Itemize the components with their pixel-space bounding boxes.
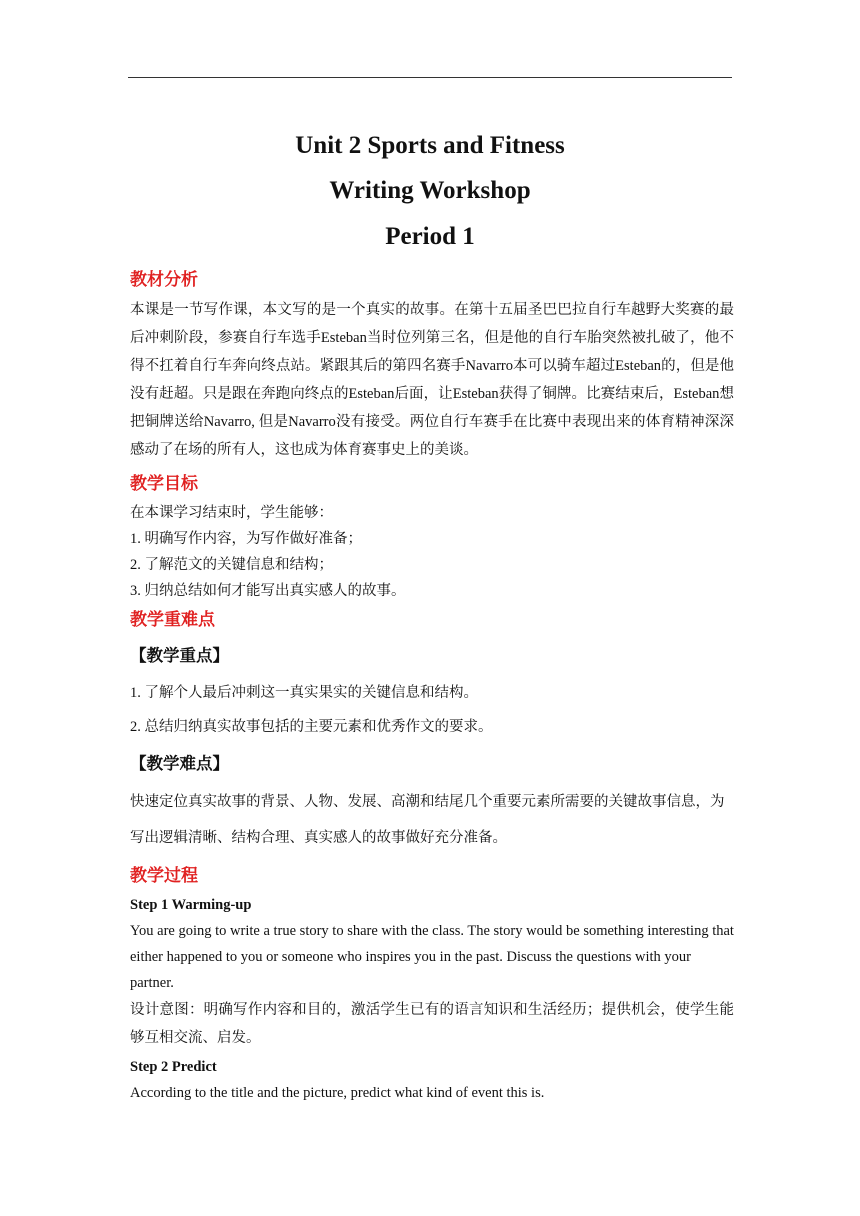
step1-title: Step 1 Warming-up bbox=[130, 897, 252, 913]
step2-text: According to the title and the picture, predict what kind of event this is. bbox=[130, 1085, 545, 1101]
objective-item: 3. 归纳总结如何才能写出真实感人的故事。 bbox=[130, 583, 406, 599]
objective-item: 2. 了解范文的关键信息和结构； bbox=[130, 557, 333, 573]
header-rule bbox=[128, 77, 732, 78]
title-unit: Unit 2 Sports and Fitness bbox=[295, 132, 565, 159]
key-points-label: 【教学重点】 bbox=[130, 646, 229, 665]
key-point-item: 2. 总结归纳真实故事包括的主要元素和优秀作文的要求。 bbox=[130, 719, 493, 735]
analysis-heading: 教材分析 bbox=[130, 270, 198, 289]
document-body bbox=[130, 264, 734, 1106]
step2-title: Step 2 Predict bbox=[130, 1059, 217, 1075]
title-period: Period 1 bbox=[385, 223, 475, 250]
step1-text: You are going to write a true story to share with the class. The story would be something interesting that either happened to you or someone who inspires you in the past. Discuss the questions with your partner. bbox=[130, 923, 734, 991]
objectives-heading: 教学目标 bbox=[130, 474, 198, 493]
title-workshop: Writing Workshop bbox=[329, 177, 531, 204]
objectives-intro: 在本课学习结束时，学生能够： bbox=[130, 505, 333, 521]
analysis-text: 本课是一节写作课，本文写的是一个真实的故事。在第十五届圣巴巴拉自行车越野大奖赛的最后冲刺阶段，参赛自行车选手Esteban当时位列第三名，但是他的自行车胎突然被扎破了，他不得不扛着自行车奔向终点站。紧跟其后的第四名赛手Navarro本可以骑车超过Esteban的，但是他没有赶超。只是跟在奔跑向终点的Esteban后面，让Esteban获得了铜牌。比赛结束后，Esteban想把铜牌送给Navarro, 但是Navarro没有接受。两位自行车赛手在比赛中表现出来的体育精神深深感动了在场的所有人，这也成为体育赛事史上的美谈。 bbox=[130, 302, 734, 458]
difficult-points-label: 【教学难点】 bbox=[130, 754, 229, 773]
process-heading: 教学过程 bbox=[130, 866, 198, 885]
key-point-item: 1. 了解个人最后冲刺这一真实果实的关键信息和结构。 bbox=[130, 685, 478, 701]
difficulties-heading: 教学重难点 bbox=[130, 610, 215, 629]
step1-design: 设计意图：明确写作内容和目的，激活学生已有的语言知识和生活经历；提供机会，使学生能够互相交流、启发。 bbox=[130, 1002, 734, 1046]
difficult-points-text: 快速定位真实故事的背景、人物、发展、高潮和结尾几个重要元素所需要的关键故事信息，为写出逻辑清晰、结构合理、真实感人的故事做好充分准备。 bbox=[130, 794, 725, 846]
objective-item: 1. 明确写作内容，为写作做好准备； bbox=[130, 531, 362, 547]
